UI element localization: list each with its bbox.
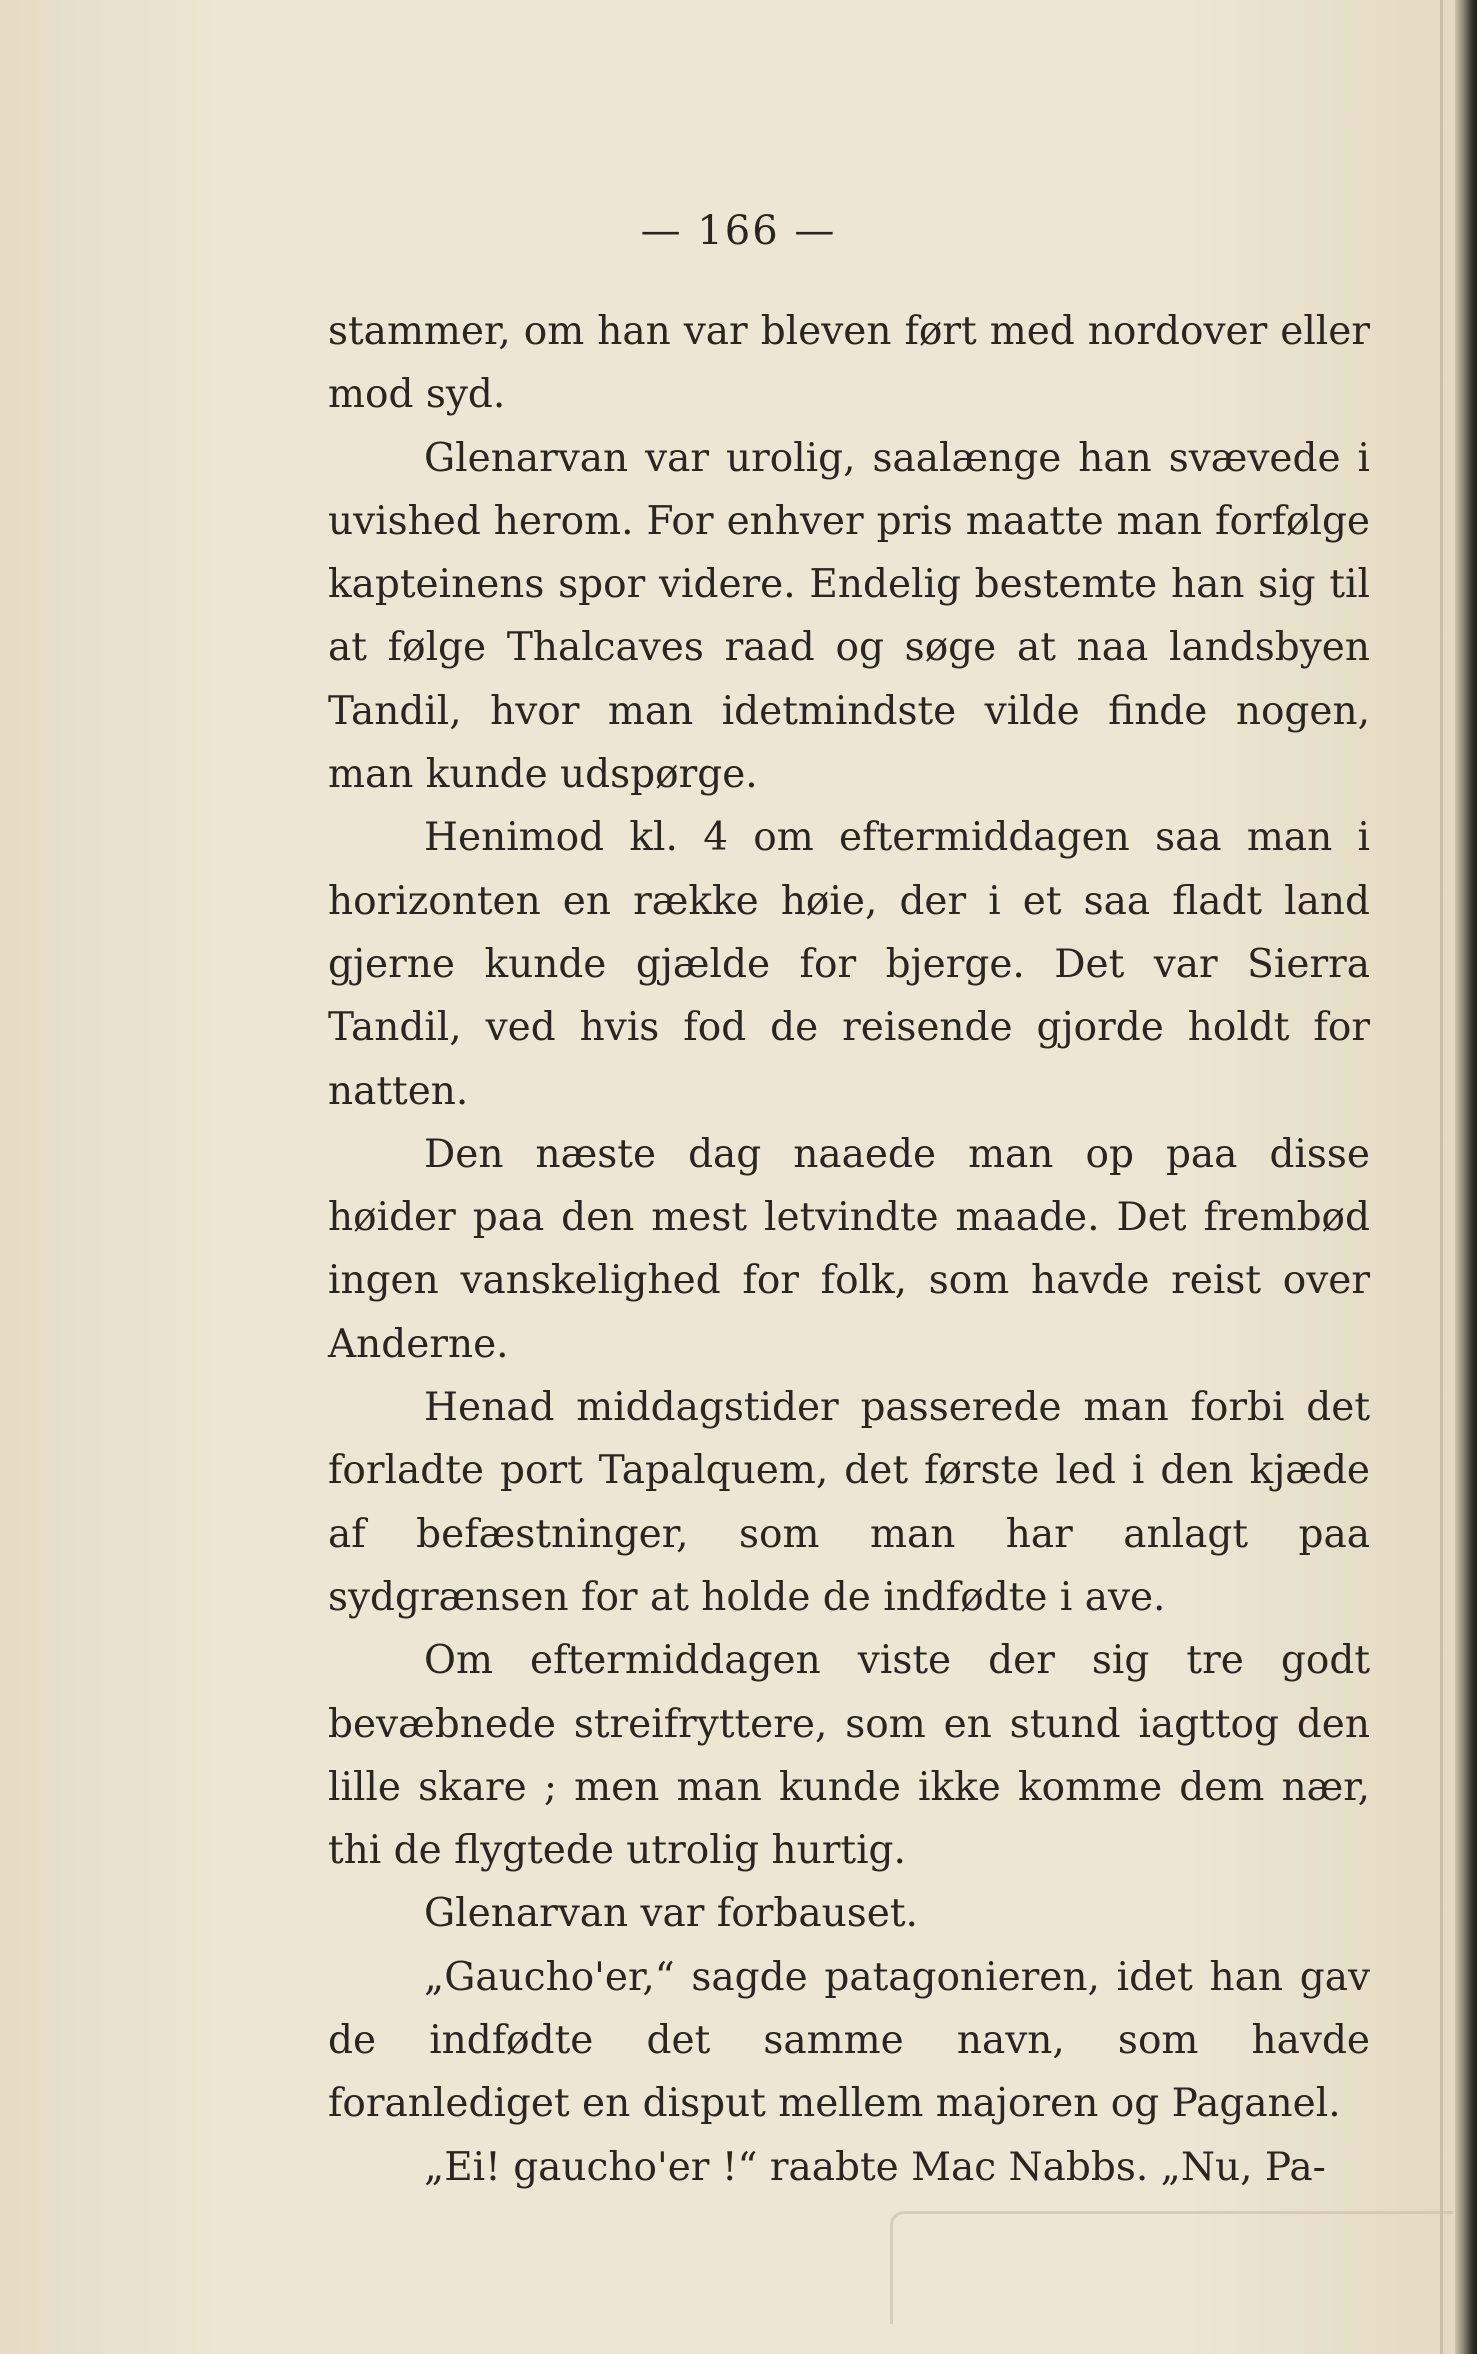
paragraph: „Gaucho'er,“ sagde patagonieren, idet han gav de indfødte det samme navn, som havde foranlediget en disput mellem majoren og Paganel. (328, 1954, 1370, 2127)
page-number: — 166 — (640, 208, 837, 254)
paragraph: stammer, om han var bleven ført med nordover eller mod syd. (328, 309, 1370, 418)
paragraph: Glenarvan var forbauset. (424, 1891, 918, 1937)
paragraph: „Ei! gaucho'er !“ raabte Mac Nabbs. „Nu, Pa- (424, 2144, 1326, 2190)
page-fold-mark (890, 2211, 1453, 2324)
paragraph: Glenarvan var urolig, saalænge han svævede i uvished herom. For enhver pris maatte man forfølge kapteinens spor videre. Endelig bestemte han sig til at følge Thalcaves raad og søge at naa landsbyen Tandil, hvor man idetmindste vilde finde nogen, man kunde udspørge. (328, 435, 1370, 798)
book-spine (1455, 0, 1477, 2354)
spine-shadow-line (1440, 0, 1443, 2354)
paragraph: Henimod kl. 4 om eftermiddagen saa man i horizonten en række høie, der i et saa fladt land gjerne kunde gjælde for bjerge. Det var Sierra Tandil, ved hvis fod de reisende gjorde holdt for natten. (328, 815, 1370, 1114)
paragraph: Henad middagstider passerede man forbi det forladte port Tapalquem, det første led i den kjæde af befæstninger, som man har anlagt paa sydgrænsen for at holde de indfødte i ave. (328, 1385, 1370, 1620)
paragraph: Den næste dag naaede man op paa disse høider paa den mest letvindte maade. Det frembød ingen vanskelighed for folk, som havde reist over Anderne. (328, 1131, 1370, 1367)
body-text (328, 300, 1370, 2199)
paragraph: Om eftermiddagen viste der sig tre godt bevæbnede streifryttere, som en stund iagttog den lille skare ; men man kunde ikke komme dem nær, thi de flygtede utrolig hurtig. (328, 1638, 1370, 1874)
